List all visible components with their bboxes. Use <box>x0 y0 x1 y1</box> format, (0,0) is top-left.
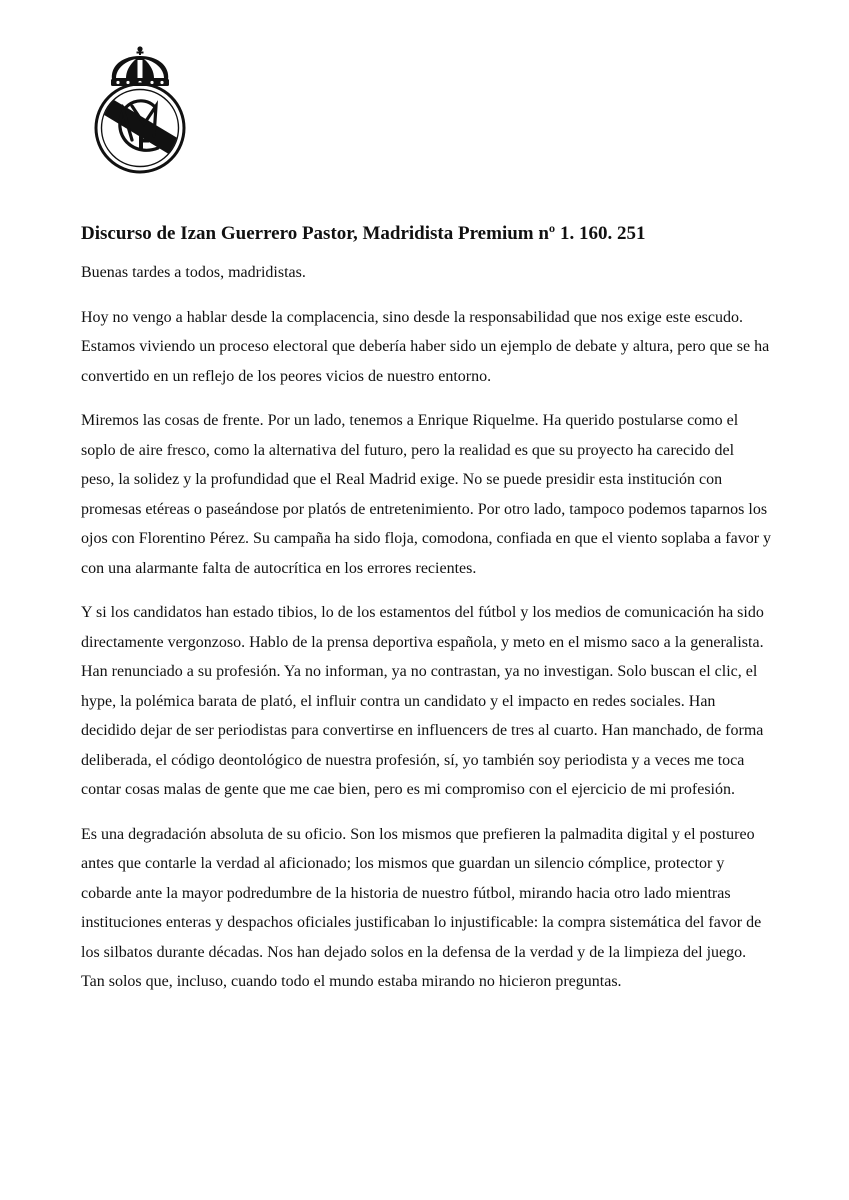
real-madrid-crest-icon <box>92 44 188 174</box>
paragraph: Hoy no vengo a hablar desde la complacencia, sino desde la responsabilidad que nos exige este escudo. Estamos viviendo un proceso electoral que debería haber sido un ejemplo de debate y altura, pero que se ha convertido en un reflejo de los peores vicios de nuestro entorno. <box>81 308 770 385</box>
speech-body <box>81 258 771 1012</box>
paragraph: Miremos las cosas de frente. Por un lado, tenemos a Enrique Riquelme. Ha querido postularse como el soplo de aire fresco, como la alternativa del futuro, pero la realidad es que su proyecto ha carecido del peso, la solidez y la profundidad que el Real Madrid exige. No se puede presidir esta institución con promesas etéreas o paseándose por platós de entretenimiento. Por otro lado, tampoco podemos taparnos los ojos con Florentino Pérez. Su campaña ha sido floja, comodona, confiada en que el viento soplaba a favor y con una alarmante falta de autocrítica en los errores recientes. <box>81 412 772 577</box>
paragraph: Buenas tardes a todos, madridistas. <box>81 264 306 281</box>
page-title: Discurso de Izan Guerrero Pastor, Madridista Premium nº 1. 160. 251 <box>81 223 646 244</box>
paragraph: Y si los candidatos han estado tibios, lo de los estamentos del fútbol y los medios de comunicación ha sido directamente vergonzoso. Hablo de la prensa deportiva española, y meto en el mismo saco a la generalista. Han renunciado a su profesión. Ya no informan, ya no contrastan, ya no investigan. Solo buscan el clic, el hype, la polémica barata de plató, el influir contra un candidato y el impacto en redes sociales. Han decidido dejar de ser periodistas para convertirse en influencers de tres al cuarto. Han manchado, de forma deliberada, el código deontológico de nuestra profesión, sí, yo también soy periodista y a veces me toca contar cosas malas de gente que me cae bien, pero es mi compromiso con el ejercicio de mi profesión. <box>81 604 764 798</box>
paragraph: Es una degradación absoluta de su oficio. Son los mismos que prefieren la palmadita digital y el postureo antes que contarle la verdad al aficionado; los mismos que guardan un silencio cómplice, protector y cobarde ante la mayor podredumbre de la historia de nuestro fútbol, mirando hacia otro lado mientras instituciones enteras y despachos oficiales justificaban lo injustificable: la compra sistemática del favor de los silbatos durante décadas. Nos han dejado solos en la defensa de la verdad y de la limpieza del juego. Tan solos que, incluso, cuando todo el mundo estaba mirando no hicieron preguntas. <box>81 825 762 990</box>
